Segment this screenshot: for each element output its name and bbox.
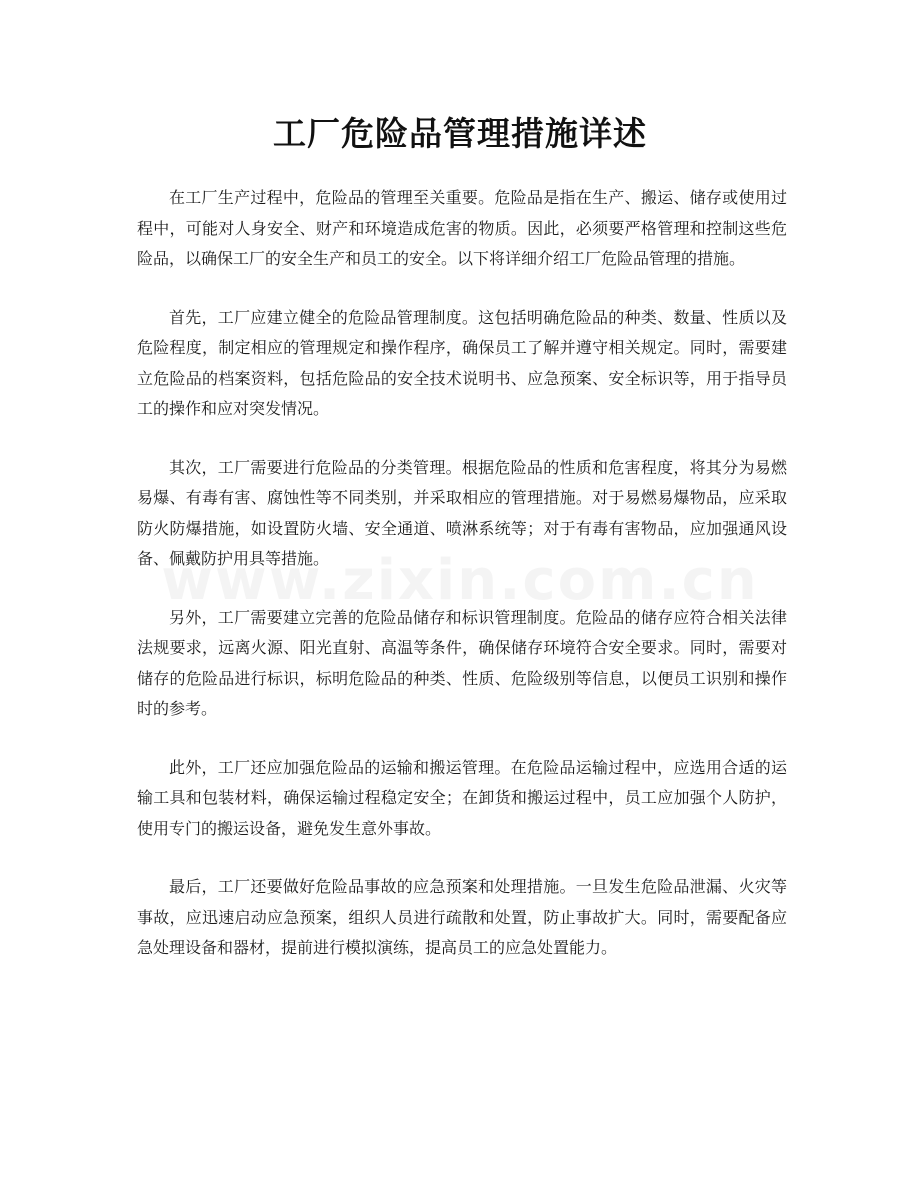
document-body (137, 183, 787, 992)
paragraph-classification: 其次，工厂需要进行危险品的分类管理。根据危险品的性质和危害程度，将其分为易燃易爆、有毒有害、腐蚀性等不同类别，并采取相应的管理措施。对于易燃易爆物品，应采取防火防爆措施，如设置防火墙、安全通道、喷淋系统等；对于有毒有害物品，应加强通风设备、佩戴防护用具等措施。 (137, 457, 787, 568)
document-title: 工厂危险品管理措施详述 (273, 114, 647, 153)
paragraph-emergency: 最后，工厂还要做好危险品事故的应急预案和处理措施。一旦发生危险品泄漏、火灾等事故，应迅速启动应急预案，组织人员进行疏散和处置，防止事故扩大。同时，需要配备应急处理设备和器材，提前进行模拟演练，提高员工的应急处置能力。 (137, 877, 787, 957)
paragraph-transport: 此外，工厂还应加强危险品的运输和搬运管理。在危险品运输过程中，应选用合适的运输工具和包装材料，确保运输过程稳定安全；在卸货和搬运过程中，员工应加强个人防护，使用专门的搬运设备，避免发生意外事故。 (137, 757, 787, 838)
paragraph-intro: 在工厂生产过程中，危险品的管理至关重要。危险品是指在生产、搬运、储存或使用过程中，可能对人身安全、财产和环境造成危害的物质。因此，必须要严格管理和控制这些危险品，以确保工厂的安全生产和员工的安全。以下将详细介绍工厂危险品管理的措施。 (137, 188, 787, 268)
paragraph-management-system: 首先，工厂应建立健全的危险品管理制度。这包括明确危险品的种类、数量、性质以及危险程度，制定相应的管理规定和操作程序，确保员工了解并遵守相关规定。同时，需要建立危险品的档案资料，包括危险品的安全技术说明书、应急预案、安全标识等，用于指导员工的操作和应对突发情况。 (137, 307, 787, 418)
paragraph-storage-labeling: 另外，工厂需要建立完善的危险品储存和标识管理制度。危险品的储存应符合相关法律法规要求，远离火源、阳光直射、高温等条件，确保储存环境符合安全要求。同时，需要对储存的危险品进行标识，标明危险品的种类、性质、危险级别等信息，以便员工识别和操作时的参考。 (137, 607, 787, 718)
